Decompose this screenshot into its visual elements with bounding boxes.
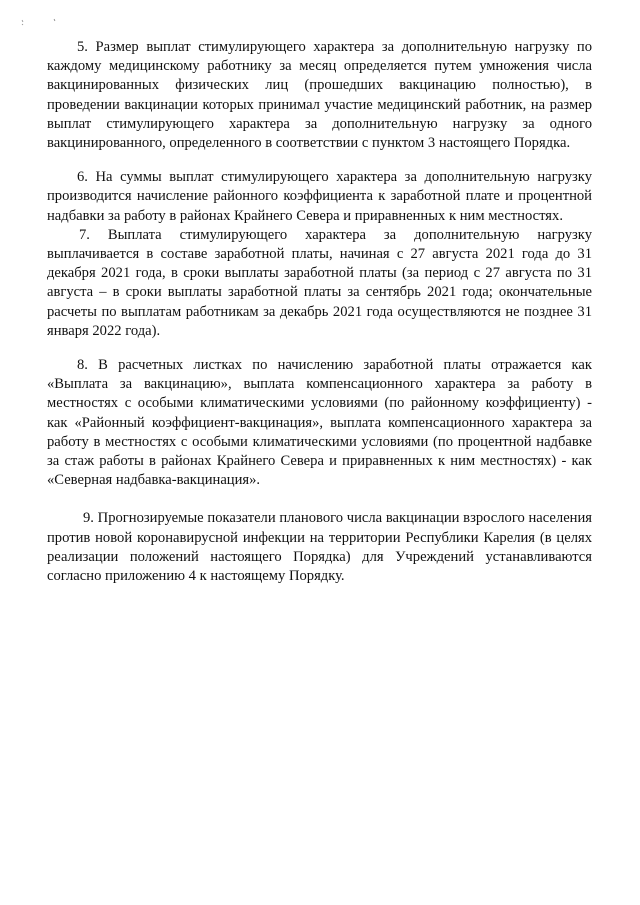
paragraph-7: 7. Выплата стимулирующего характера за дополнительную нагрузку выплачивается в составе заработной платы, начиная с 27 августа 2021 года до 31 декабря 2021 года, в сроки выплаты заработной платы (за период с 27 августа по 31 августа – в сроки выплаты заработной платы за сентябрь 2021 года; окончательные расчеты по выплатам работникам за декабрь 2021 года осуществляются не позднее 31 января 2022 года). (47, 226, 592, 339)
paragraph-9: 9. Прогнозируемые показатели планового числа вакцинации взрослого населения против новой коронавирусной инфекции на территории Республики Карелия (в целях реализации положений настоящего Порядка) для Учреждений устанавливаются согласно приложению 4 к настоящему Порядку. (47, 510, 592, 585)
paragraph-5: 5. Размер выплат стимулирующего характера за дополнительную нагрузку по каждому медицинскому работнику за месяц определяется путем умножения числа вакцинированных физических лиц (прошедших вакцинацию полностью), в проведении вакцинации которых принимал участие медицинский работник, на размер выплат стимулирующего характера за дополнительную нагрузку за одного вакцинированного, определенного в соответствии с пунктом 3 настоящего Порядка. (47, 39, 592, 152)
scan-artifact-marks (20, 8, 60, 28)
paragraph-6: 6. На суммы выплат стимулирующего характера за дополнительную нагрузку производится начисление районного коэффициента к заработной плате и процентной надбавки за работу в районах Крайнего Севера и приравненных к ним местностях. (47, 169, 592, 224)
document-page (47, 38, 592, 586)
paragraph-8: 8. В расчетных листках по начислению заработной платы отражается как «Выплата за вакцинацию», выплата компенсационного характера за работу в местностях с особыми климатическими условиями (по районному коэффициенту) - как «Районный коэффициент-вакцинация», выплата компенсационного характера за работу в местностях с особыми климатическими условиями (по процентной надбавке за стаж работы в районах Крайнего Севера и приравненных к ним местностях) - как «Северная надбавка-вакцинация». (47, 357, 592, 489)
